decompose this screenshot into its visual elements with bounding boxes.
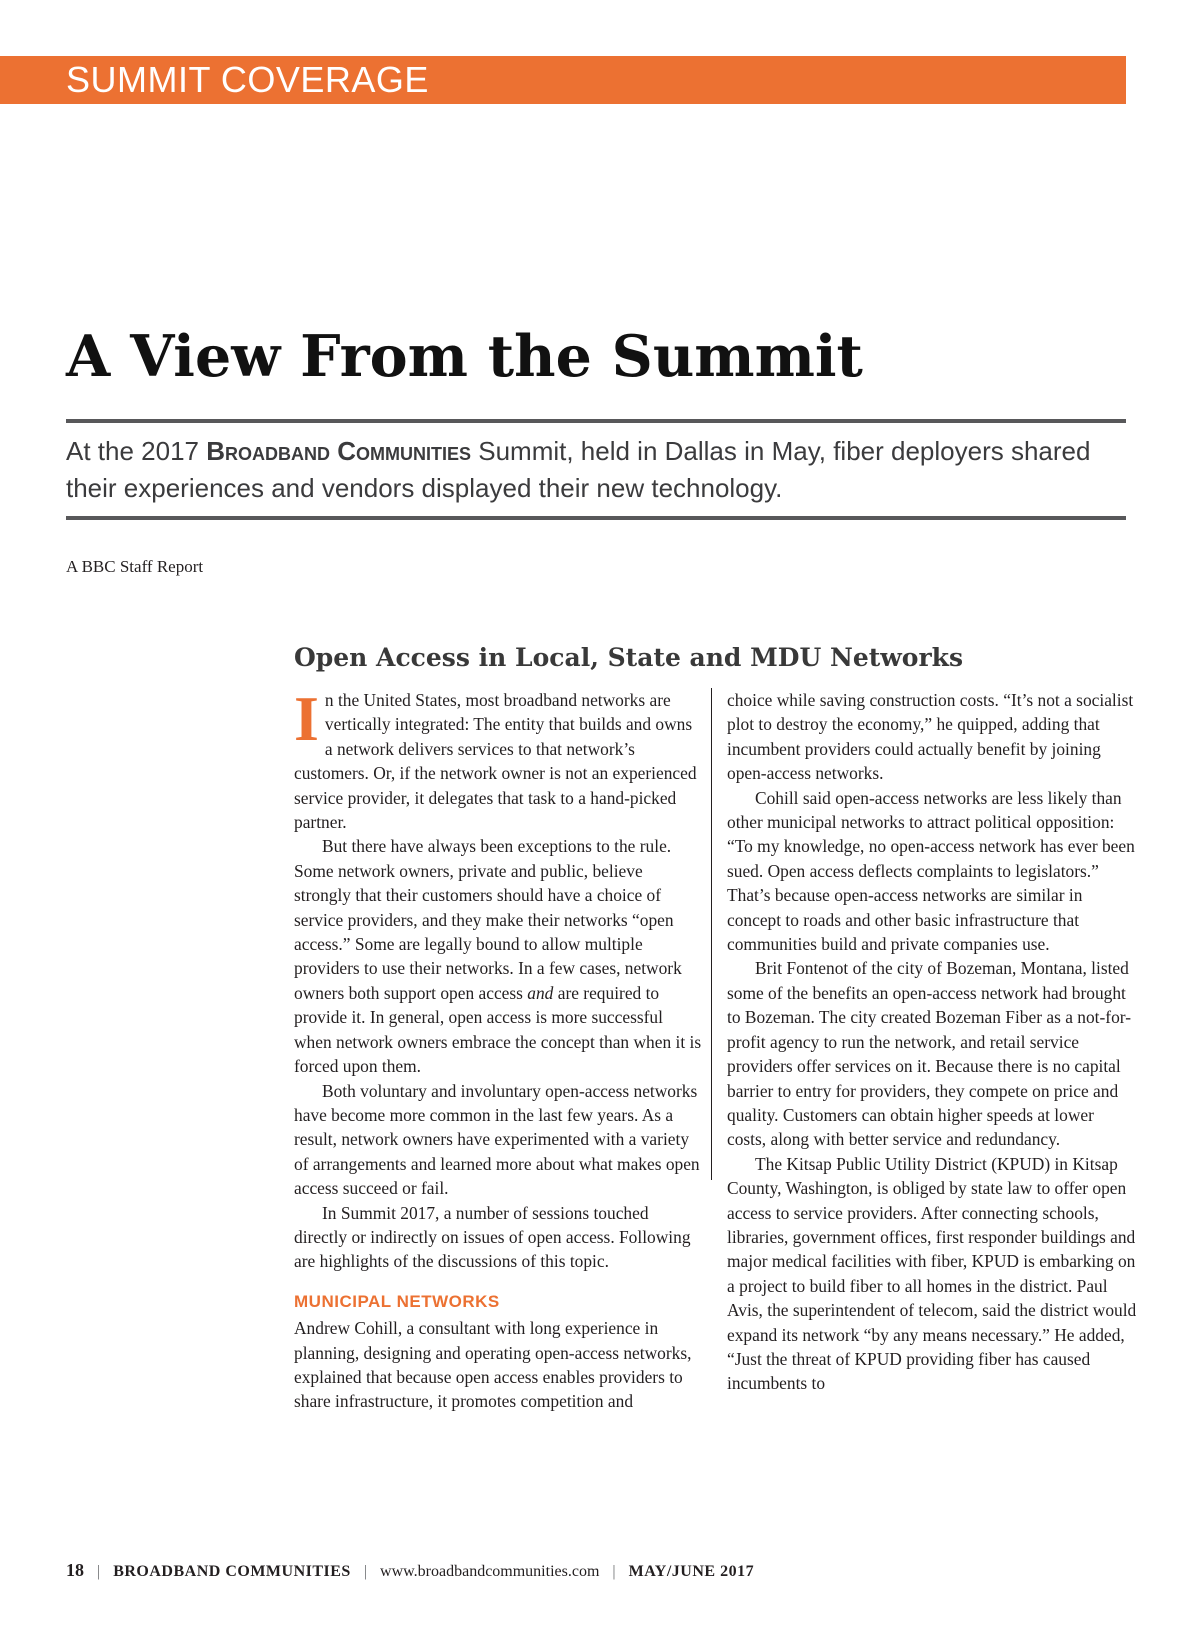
footer-separator: | <box>363 1563 368 1580</box>
paragraph-5: Andrew Cohill, a consultant with long experience in planning, designing and operating open-access networks, explained that because open access enables providers to share infrastructure, it promotes competition and <box>294 1318 692 1412</box>
footer-publication: BROADBAND COMMUNITIES <box>113 1563 351 1580</box>
column-divider <box>711 688 712 1180</box>
dek-text-after: Summit, held in Dallas in May, fiber deployers shared their experiences and vendors displayed their new technology. <box>66 436 1091 503</box>
dek-brand-name: Broadband Communities <box>206 436 472 466</box>
paragraph-2-text-b: are required to provide it. In general, open access is more successful when network owners embrace the concept than when it is forced upon them. <box>294 982 702 1077</box>
paragraph-2-text-a: But there have always been exceptions to the rule. Some network owners, private and public, believe strongly that their customers should have a choice of service providers, and they make their networks “open access.” Some are legally bound to allow multiple providers to use their networks. In a few cases, network owners both support open access <box>294 836 682 1003</box>
dek-text-before: At the 2017 <box>66 436 207 466</box>
page-footer <box>66 1560 754 1581</box>
paragraph-4: In Summit 2017, a number of sessions touched directly or indirectly on issues of open access. Following are highlights of the discussions of this topic. <box>294 1202 691 1272</box>
paragraph-1-text: n the United States, most broadband networks are vertically integrated: The entity that builds and owns a network delivers services to that network’s customers. Or, if the network owner is not an experienced service provider, it delegates that task to a hand-picked partner. <box>294 690 697 833</box>
footer-separator: | <box>97 1563 101 1580</box>
section-banner <box>0 56 1126 104</box>
paragraph-9: The Kitsap Public Utility District (KPUD) in Kitsap County, Washington, is obliged by state law to offer open access to service providers. After connecting schools, libraries, government offices, first responder buildings and major medical facilities with fiber, KPUD is embarking on a project to build fiber to all homes in the district. Paul Avis, the superintendent of telecom, said the district would expand its network “by any means necessary.” He added, “Just the threat of KPUD providing fiber has caused incumbents to <box>727 1153 1137 1394</box>
section-banner-label: SUMMIT COVERAGE <box>66 59 429 100</box>
paragraph-7: Cohill said open-access networks are less likely than other municipal networks to attract political opposition: “To my knowledge, no open-access network has ever been sued. Open access deflects complaints to legislators.” That’s because open-access networks are similar in concept to roads and other basic infrastructure that communities build and private companies use. <box>727 787 1135 955</box>
paragraph-8: Brit Fontenot of the city of Bozeman, Montana, listed some of the benefits an open-access network had brought to Bozeman. The city created Bozeman Fiber as a not-for-profit agency to run the network, and retail service providers offer services on it. Because there is no capital barrier to entry for providers, they compete on price and quality. Customers can obtain higher speeds at lower costs, along with better service and redundancy. <box>727 958 1131 1150</box>
drop-cap: I <box>294 683 319 754</box>
paragraph-1 <box>294 683 704 834</box>
paragraph-2 <box>294 834 704 1078</box>
body-column-left <box>294 683 704 1414</box>
paragraph-6: choice while saving construction costs. “It’s not a socialist plot to destroy the economy,” he quipped, adding that incumbent providers could actually benefit by joining open-access networks. <box>727 690 1134 784</box>
section-heading: Open Access in Local, State and MDU Networks <box>294 643 964 672</box>
article-dek <box>66 433 1136 507</box>
article-title: A View From the Summit <box>66 323 863 390</box>
subhead-municipal-networks: MUNICIPAL NETWORKS <box>294 1291 500 1311</box>
footer-issue: MAY/JUNE 2017 <box>628 1563 755 1580</box>
body-column-right <box>727 688 1137 1396</box>
paragraph-3: Both voluntary and involuntary open-access networks have become more common in the last few years. As a result, network owners have experimented with a variety of arrangements and learned more about what makes open access succeed or fail. <box>294 1080 700 1199</box>
dek-bottom-rule <box>66 516 1126 520</box>
byline: A BBC Staff Report <box>66 557 204 576</box>
dek-top-rule <box>66 419 1126 423</box>
paragraph-2-emphasis: and <box>527 982 554 1003</box>
footer-url: www.broadbandcommunities.com <box>380 1563 600 1580</box>
page-number: 18 <box>66 1560 84 1580</box>
footer-separator: | <box>612 1563 616 1580</box>
